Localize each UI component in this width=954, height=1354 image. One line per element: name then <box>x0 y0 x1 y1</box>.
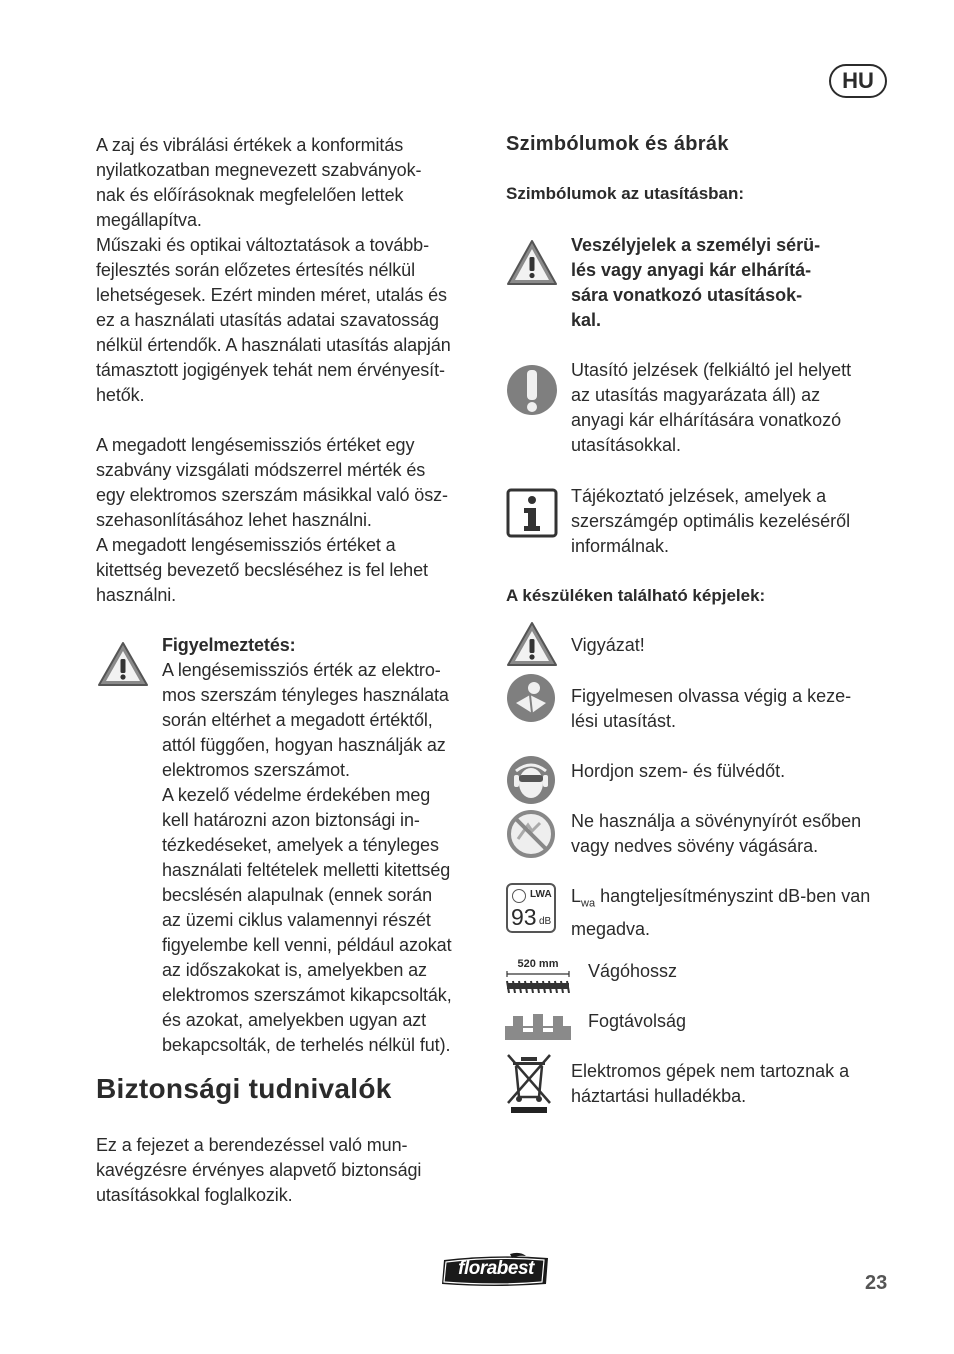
text-line: sára vonatkozó utasítások- <box>571 285 803 305</box>
no-rain-description <box>571 809 901 859</box>
text-line: és azokat, amelyekben ugyan azt <box>162 1010 427 1030</box>
cutting-length-text: Vágóhossz <box>588 961 678 981</box>
text-line: ez a használati utasítás adatai szavatosság <box>96 310 439 330</box>
text-line: lési utasítást. <box>571 711 677 731</box>
text-line: az utasítás magyarázata áll) az <box>571 385 821 405</box>
weee-bin-icon <box>505 1053 553 1115</box>
text-line: során eltérhet a megadott értéktől, <box>162 710 433 730</box>
text-line: A kezelő védelme érdekében meg <box>162 785 431 805</box>
tooth-spacing-text: Fogtávolság <box>588 1011 687 1031</box>
danger-triangle-icon <box>505 238 559 288</box>
text-line: szerszámgép optimális kezeléséről <box>571 511 851 531</box>
lwa-icon-unit: dB <box>539 916 552 927</box>
text-line: kavégzésre érvényes alapvető biztonsági <box>96 1160 422 1180</box>
cutting-length-label: 520 mm <box>517 958 559 970</box>
ear-icon <box>512 889 526 903</box>
text-line: az időszakokat is, amelyekben az <box>162 960 427 980</box>
text-line: A zaj és vibrálási értékek a konformitás <box>96 135 404 155</box>
text-line: elektromos szerszámot kikapcsolták, <box>162 985 452 1005</box>
caution-text: Vigyázat! <box>571 635 645 655</box>
read-manual-description <box>571 684 891 734</box>
caution-triangle-icon <box>505 620 559 668</box>
text-line: A megadott lengésemissziós értéket egy <box>96 435 415 455</box>
lwa-icon-value: 93 <box>511 904 537 930</box>
text-line: támasztott jogigények tehát nem érvényesít- <box>96 360 445 380</box>
cutting-length-icon <box>505 958 571 993</box>
left-column <box>96 133 481 608</box>
text-line: használati feltételek melletti kitettség <box>162 860 451 880</box>
lwa-description <box>571 884 901 942</box>
text-line: nak és előírásoknak megfelelően lettek <box>96 185 404 205</box>
section-title: Biztonsági tudnivalók <box>96 1073 392 1104</box>
text-line: egy elektromos szerszám másikkal való ösz- <box>96 485 448 505</box>
weee-description <box>571 1059 901 1109</box>
text-line: A megadott lengésemissziós értéket a <box>96 535 396 555</box>
lwa-text: hangteljesítményszint dB-ben van <box>595 886 871 906</box>
warning-triangle-icon <box>96 640 150 688</box>
text-line: becslésén alapulnak (ennek során <box>162 885 432 905</box>
text-line: szehasonlításához lehet használni. <box>96 510 372 530</box>
text-line: utasításokkal foglalkozik. <box>96 1185 293 1205</box>
text-line: Műszaki és optikai változtatások a tovább- <box>96 235 429 255</box>
text-line: mos szerszám tényleges használata <box>162 685 449 705</box>
text-line: kal. <box>571 310 602 330</box>
logo-text: florabest <box>458 1258 534 1279</box>
text-line: Figyelmesen olvassa végig a keze- <box>571 686 852 706</box>
language-badge: HU <box>829 64 887 98</box>
text-line: anyagi kár elhárítására vonatkozó <box>571 410 842 430</box>
text-line: hetők. <box>96 385 145 405</box>
mandatory-description <box>571 358 891 458</box>
eye-ear-protection-icon <box>506 755 556 805</box>
text-line: Utasító jelzések (felkiáltó jel helyett <box>571 360 852 380</box>
lwa-symbol: L <box>571 886 582 906</box>
text-line: lés vagy anyagi kár elhárítá- <box>571 260 812 280</box>
text-line: Veszélyjelek a személyi sérü- <box>571 235 821 255</box>
sound-power-icon <box>506 883 556 933</box>
text-line: Ne használja a sövénynyírót esőben <box>571 811 862 831</box>
text-line <box>571 884 901 917</box>
symbols-subtitle-manual: Szimbólumok az utasításban: <box>506 184 745 203</box>
read-manual-icon <box>506 673 556 723</box>
text-line: elektromos szerszámot. <box>162 760 350 780</box>
text-line: Ez a fejezet a berendezéssel való mun- <box>96 1135 408 1155</box>
tooth-spacing-icon <box>505 1012 571 1040</box>
info-description <box>571 484 891 559</box>
text-line: tézkedéseket, amelyek a tényleges <box>162 835 439 855</box>
symbols-title: Szimbólumok és ábrák <box>506 133 729 155</box>
text-line: az üzemi ciklus valamennyi részét <box>162 910 431 930</box>
text-line: utasításokkal. <box>571 435 682 455</box>
text-line: lehetségesek. Ezért minden méret, utalás és <box>96 285 447 305</box>
text-line: fejlesztés során előzetes értesítés nélkül <box>96 260 415 280</box>
lwa-icon-label: LWA <box>530 889 552 900</box>
text-line: informálnak. <box>571 536 670 556</box>
florabest-logo <box>440 1252 552 1288</box>
text-line: használni. <box>96 585 177 605</box>
text-line: Elektromos gépek nem tartoznak a <box>571 1061 850 1081</box>
eye-ear-text: Hordjon szem- és fülvédőt. <box>571 761 786 781</box>
text-line: bekapcsolták, de terhelés nélkül fut). <box>162 1035 451 1055</box>
warning-title: Figyelmeztetés: <box>162 635 296 655</box>
lwa-subscript: wa <box>581 897 596 910</box>
text-line: megadva. <box>571 918 651 939</box>
paragraph-vibration <box>96 433 481 608</box>
text-line: kitettség bevezető becsléséhez is fel lehet <box>96 560 428 580</box>
text-line: vagy nedves sövény vágására. <box>571 836 819 856</box>
text-line: nyilatkozatban megnevezett szabványok- <box>96 160 422 180</box>
text-line: háztartási hulladékba. <box>571 1086 747 1106</box>
text-line: Tájékoztató jelzések, amelyek a <box>571 486 827 506</box>
text-line: A lengésemissziós érték az elektro- <box>162 660 441 680</box>
exclamation-circle-icon <box>506 362 558 418</box>
page-number: 23 <box>865 1272 888 1294</box>
text-line: szabvány vizsgálati módszerrel mérték és <box>96 460 426 480</box>
warning-text <box>162 633 482 1058</box>
info-icon <box>506 488 558 538</box>
device-symbols-subtitle: A készüléken található képjelek: <box>506 586 766 605</box>
danger-description <box>571 233 891 333</box>
text-line: nélkül értendők. A használati utasítás alapján <box>96 335 451 355</box>
text-line: figyelembe kell venni, például azokat <box>162 935 452 955</box>
text-line: kell határozni azon biztonsági in- <box>162 810 420 830</box>
no-rain-icon <box>506 809 556 859</box>
intro-paragraph <box>96 1133 481 1208</box>
text-line: megállapítva. <box>96 210 202 230</box>
paragraph-conformity <box>96 133 481 408</box>
text-line: attól függően, hogyan használják az <box>162 735 446 755</box>
